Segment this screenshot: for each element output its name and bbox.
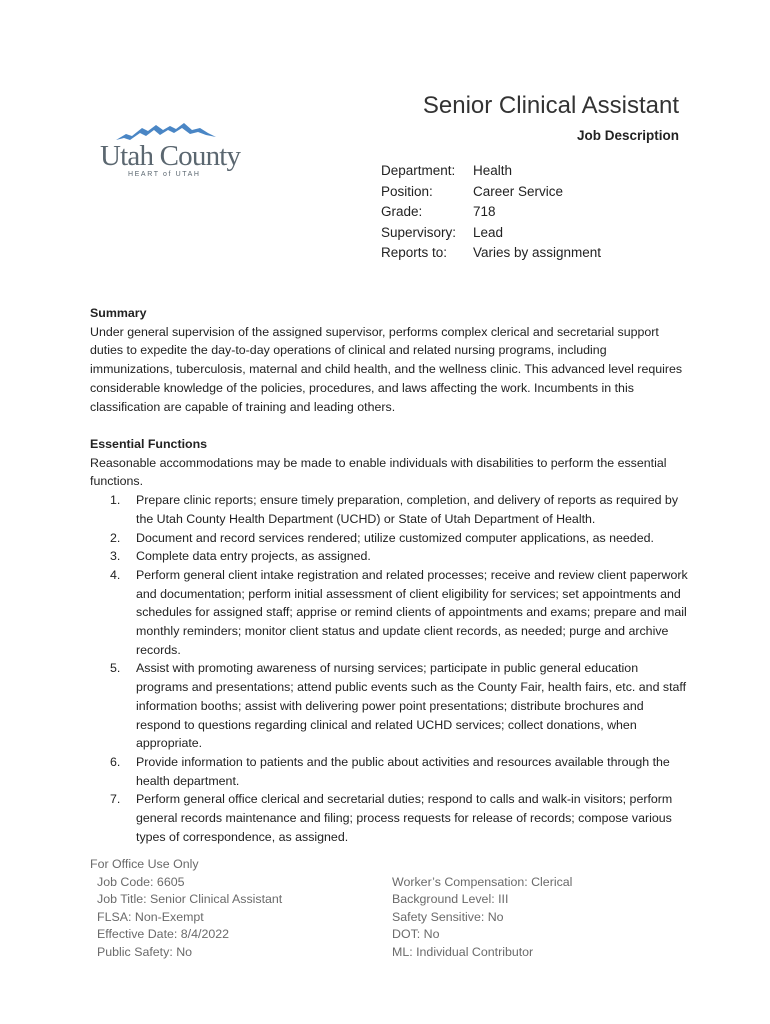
- list-text: Assist with promoting awareness of nursing services; participate in public general education programs and presentations; attend public events such as the County Fair, health fairs, etc. and staff information booths; assist with delivering power point presentations; distribute brochures and respond to questions regarding clinical and related UCHD services; collect donations, when appropriate.: [136, 661, 687, 751]
- list-item: [90, 566, 690, 660]
- office-use-right-column: [392, 874, 572, 962]
- list-text: Complete data entry projects, as assigned.: [136, 549, 371, 564]
- list-text: Perform general office clerical and secretarial duties; respond to calls and walk-in visitors; perform general records maintenance and filing; process requests for release of records; compose various types of correspondence, as assigned.: [136, 792, 673, 844]
- detail-grade: [381, 202, 601, 223]
- list-item: [90, 529, 690, 548]
- detail-position: [381, 182, 601, 203]
- list-text: Document and record services rendered; utilize customized computer applications, as needed.: [136, 530, 654, 545]
- detail-department: [381, 161, 601, 182]
- office-field: Job Title: Senior Clinical Assistant: [97, 892, 283, 906]
- list-number: 2.: [110, 530, 121, 545]
- office-use-left-column: [97, 874, 282, 962]
- list-number: 1.: [110, 493, 121, 508]
- office-field: FLSA: Non-Exempt: [97, 909, 204, 924]
- office-field: Worker’s Compensation: Clerical: [392, 874, 573, 889]
- detail-value: Lead: [473, 224, 504, 240]
- detail-reports-to: [381, 243, 601, 264]
- list-number: 4.: [110, 567, 121, 582]
- summary-heading: Summary: [90, 306, 147, 320]
- list-item: [90, 753, 690, 790]
- list-item: [90, 491, 690, 528]
- office-field: Safety Sensitive: No: [392, 909, 504, 924]
- list-text: Prepare clinic reports; ensure timely preparation, completion, and delivery of reports as required by the Utah County Health Department (UCHD) or State of Utah Department of Health.: [136, 493, 679, 526]
- list-number: 6.: [110, 754, 121, 769]
- office-field: Background Level: III: [392, 892, 509, 906]
- detail-label: Supervisory:: [381, 224, 457, 240]
- detail-supervisory: [381, 223, 601, 244]
- office-field: DOT: No: [392, 927, 440, 941]
- list-item: [90, 659, 690, 753]
- detail-label: Grade:: [381, 204, 423, 220]
- detail-label: Position:: [381, 183, 433, 199]
- essential-functions-heading: Essential Functions: [90, 437, 208, 451]
- office-field: Public Safety: No: [97, 944, 193, 959]
- detail-value: Varies by assignment: [473, 245, 602, 261]
- list-text: Provide information to patients and the public about activities and resources available through the health department.: [136, 754, 670, 788]
- detail-label: Reports to:: [381, 245, 448, 261]
- office-use-section: [90, 856, 690, 964]
- job-details: [381, 161, 601, 264]
- detail-label: Department:: [381, 163, 456, 178]
- essential-functions-list: [90, 491, 690, 846]
- office-field: Job Code: 6605: [97, 874, 185, 889]
- logo-name: Utah County: [100, 140, 241, 172]
- office-field: Effective Date: 8/4/2022: [97, 927, 230, 941]
- list-number: 3.: [110, 549, 121, 564]
- essential-functions-section: [90, 435, 690, 846]
- detail-value: Health: [473, 163, 513, 178]
- office-use-title: For Office Use Only: [90, 857, 199, 871]
- utah-county-logo: [100, 122, 241, 182]
- list-item: [90, 790, 690, 846]
- list-item: [90, 547, 690, 566]
- logo-tagline: HEART of UTAH: [128, 171, 201, 178]
- office-field: ML: Individual Contributor: [392, 944, 534, 959]
- list-number: 7.: [110, 792, 121, 807]
- detail-value: Career Service: [473, 183, 564, 199]
- list-number: 5.: [110, 661, 121, 676]
- summary-text: Under general supervision of the assigned supervisor, performs complex clerical and secretarial support duties to expedite the day-to-day operations of clinical and related nursing programs, including immunizations, tuberculosis, maternal and child health, and the wellness clinic. This advanced level requires considerable knowledge of the policies, procedures, and laws affecting the work. Incumbents in this classification are capable of training and leading others.: [90, 324, 683, 414]
- list-text: Perform general client intake registration and related processes; receive and review client paperwork and documentation; perform initial assessment of client eligibility for services; set appointments and schedules for assigned staff; apprise or remind clients of appointments and exams; prepare and mail monthly reminders; monitor client status and update client records, as needed; purge and archive records.: [136, 567, 688, 657]
- document-subtitle: Job Description: [576, 128, 679, 143]
- document-title: Senior Clinical Assistant: [422, 92, 679, 119]
- summary-section: [90, 304, 690, 416]
- essential-functions-intro: Reasonable accommodations may be made to enable individuals with disabilities to perform the essential functions.: [90, 455, 667, 489]
- detail-value: 718: [473, 204, 496, 220]
- mountain-icon: [116, 122, 216, 142]
